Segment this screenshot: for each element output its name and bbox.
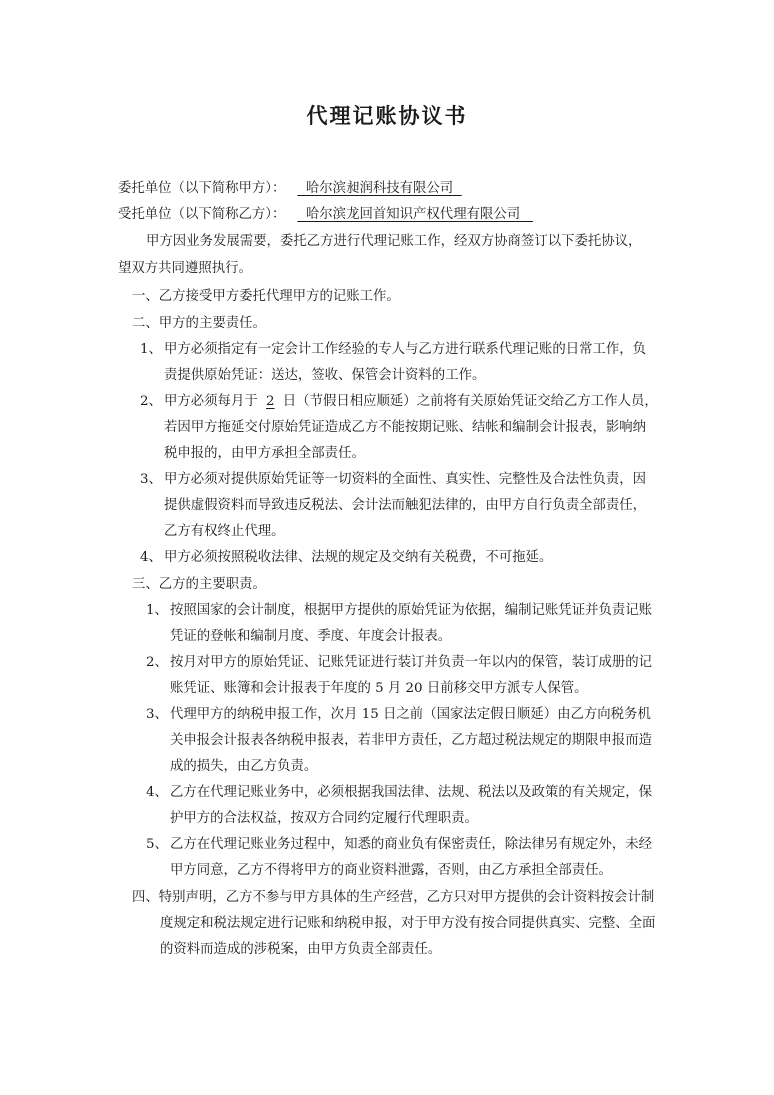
sec3-item-5-line-2: 甲方同意，乙方不得将甲方的商业资料泄露，否则，由乙方承担全部责任。 [170,863,612,878]
party-b-label: 受托单位（以下简称乙方）： [118,207,286,222]
party-b-name: 哈尔滨龙回首知识产权代理有限公司 [297,207,533,222]
intro-line-1: 甲方因业务发展需要，委托乙方进行代理记账工作，经双方协商签订以下委托协议， [146,234,642,249]
document-title: 代理记账协议书 [306,103,468,128]
sec2-item-1-line-2: 责提供原始凭证：送达，签收、保管会计资料的工作。 [164,368,486,383]
sec2-item-2-number: 2、 [140,394,162,409]
sec2-item-3-number: 3、 [140,472,162,487]
party-b-line [118,206,533,224]
sec2-item-3-line-1: 甲方必须对提供原始凭证等一切资料的全面性、真实性、完整性及合法性负责，因 [164,472,647,487]
sec2-item-1-number: 1、 [140,342,162,357]
party-a-line [118,180,462,198]
section-1-heading: 一、乙方接受甲方委托代理甲方的记账工作。 [132,289,400,304]
party-a-name: 哈尔滨昶润科技有限公司 [297,181,462,196]
sec3-item-4-number: 4、 [146,785,168,800]
sec2-item-2-post-text: 日（节假日相应顺延）之前将有关原始凭证交给乙方工作人员， [278,394,658,409]
sec3-item-5-line-1: 乙方在代理记账业务过程中，知悉的商业负有保密责任，除法律另有规定外，未经 [170,837,653,852]
sec3-item-1-line-2: 凭证的登帐和编制月度、季度、年度会计报表。 [170,629,452,644]
sec2-item-3-line-2: 提供虚假资料而导致违反税法、会计法而触犯法律的，由甲方自行负责全部责任， [164,498,647,513]
party-a-label: 委托单位（以下简称甲方）： [118,181,286,196]
section-4-line-1: 四、特别声明，乙方不参与甲方具体的生产经营，乙方只对甲方提供的会计资料按会计制 [132,890,655,905]
sec2-item-4-number: 4、 [140,550,162,565]
sec2-item-2-line-1 [164,393,658,411]
sec2-item-2-pre-text: 甲方必须每月于 [164,394,262,409]
sec3-item-3-line-2: 关申报会计报表各纳税申报表，若非甲方责任，乙方超过税法规定的期限申报而造 [170,733,653,748]
sec3-item-3-number: 3、 [146,707,168,722]
sec3-item-4-line-1: 乙方在代理记账业务中，必须根据我国法律、法规、税法以及政策的有关规定，保 [170,785,653,800]
sec2-item-1-line-1: 甲方必须指定有一定会计工作经验的专人与乙方进行联系代理记账的日常工作，负 [164,342,647,357]
sec3-item-3-line-1: 代理甲方的纳税申报工作，次月 15 日之前（国家法定假日顺延）由乙方向税务机 [170,707,651,722]
sec3-item-2-line-1: 按月对甲方的原始凭证、记账凭证进行装订并负责一年以内的保管，装订成册的记 [170,655,653,670]
section-2-heading: 二、甲方的主要责任。 [132,316,266,331]
intro-line-2: 望双方共同遵照执行。 [118,261,252,276]
section-3-heading: 三、乙方的主要职责。 [132,577,266,592]
sec3-item-4-line-2: 护甲方的合法权益，按双方合同约定履行代理职责。 [170,811,478,826]
sec2-item-2-line-2: 若因甲方拖延交付原始凭证造成乙方不能按期记账、结帐和编制会计报表，影响纳 [164,420,647,435]
sec3-item-1-number: 1、 [146,603,168,618]
sec2-item-4-line-1: 甲方必须按照税收法律、法规的规定及交纳有关税费，不可拖延。 [164,550,553,565]
sec3-item-3-line-3: 成的损失，由乙方负责。 [170,759,318,774]
submission-day-value: 2 [266,394,275,409]
sec3-item-5-number: 5、 [146,837,168,852]
sec3-item-2-line-2: 账凭证、账簿和会计报表于年度的 5 月 20 日前移交甲方派专人保管。 [170,681,588,696]
sec3-item-1-line-1: 按照国家的会计制度，根据甲方提供的原始凭证为依据，编制记账凭证并负责记账 [170,603,653,618]
sec2-item-3-line-3: 乙方有权终止代理。 [164,524,285,539]
sec3-item-2-number: 2、 [146,655,168,670]
section-4-line-2: 度规定和税法规定进行记账和纳税申报，对于甲方没有按合同提供真实、完整、全面 [160,916,656,931]
section-4-line-3: 的资料而造成的涉税案，由甲方负责全部责任。 [160,942,442,957]
sec2-item-2-line-3: 税申报的，由甲方承担全部责任。 [164,446,365,461]
